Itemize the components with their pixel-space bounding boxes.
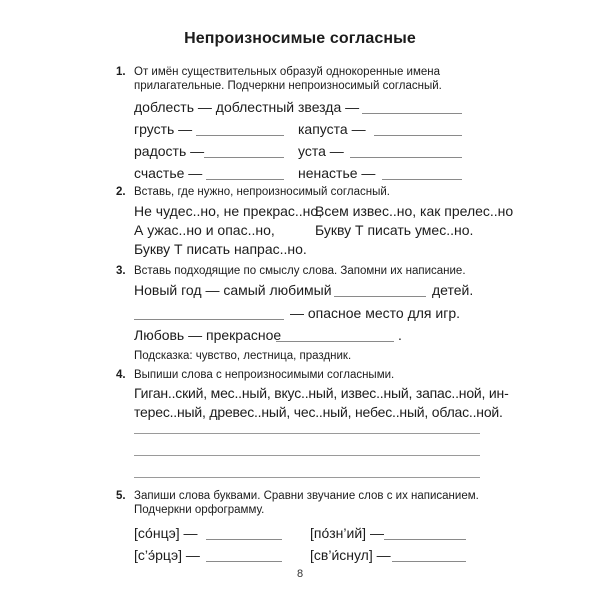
ex1-answer-line[interactable] xyxy=(350,157,462,158)
ex2-line3: Букву Т писать напрас..но. xyxy=(134,241,307,257)
ex2-line1-left: Не чудес..но, не прекрас..но, xyxy=(134,203,323,219)
ex3-line3-end: . xyxy=(398,327,402,343)
ex1-left-1: доблесть — доблестный xyxy=(134,99,295,115)
ex3-answer-line[interactable] xyxy=(134,319,284,320)
ex5-answer-line[interactable] xyxy=(206,561,282,562)
ex3-line1-start: Новый год — самый любимый xyxy=(134,282,332,298)
ex5-answer-line[interactable] xyxy=(384,539,466,540)
exercise-5-number: 5. xyxy=(116,490,126,502)
ex2-line1-right: Всем извес..но, как прелес..но xyxy=(315,203,514,219)
exercise-1-number: 1. xyxy=(116,66,126,78)
ex1-answer-line[interactable] xyxy=(374,135,462,136)
exercise-4-number: 4. xyxy=(116,369,126,381)
ex5-item-4: [св’и́снул] — xyxy=(310,547,391,563)
ex1-answer-line[interactable] xyxy=(204,157,284,158)
ex1-right-3: уста — xyxy=(298,143,344,159)
ex3-line2: — опасное место для игр. xyxy=(290,305,460,321)
ex3-hint: Подсказка: чувство, лестница, праздник. xyxy=(134,350,352,362)
ex1-left-2: грусть — xyxy=(134,121,193,137)
ex4-writing-line[interactable] xyxy=(134,477,480,478)
ex1-right-2: капуста — xyxy=(298,121,366,137)
ex5-item-3: [с’э́рцэ] — xyxy=(134,547,200,563)
ex5-item-1: [со́нцэ] — xyxy=(134,525,198,541)
exercise-4-instruction: Выпиши слова с непроизносимыми согласными. xyxy=(134,369,395,381)
ex4-line2: терес..ный, древес..ный, чес..ный, небес..ный, облас..ной. xyxy=(134,404,503,420)
ex1-right-4: ненастье — xyxy=(298,165,376,181)
ex3-answer-line[interactable] xyxy=(276,341,394,342)
ex4-writing-line[interactable] xyxy=(134,433,480,434)
ex3-line3-start: Любовь — прекрасное xyxy=(134,327,282,343)
exercise-3-instruction: Вставь подходящие по смыслу слова. Запомни их написание. xyxy=(134,265,466,277)
ex3-line1-end: детей. xyxy=(432,282,474,298)
ex1-answer-line[interactable] xyxy=(196,135,284,136)
ex5-answer-line[interactable] xyxy=(392,561,466,562)
exercise-2-instruction: Вставь, где нужно, непроизносимый согласный. xyxy=(134,186,390,198)
ex5-item-2: [по́зн’ий] — xyxy=(310,525,384,541)
ex3-answer-line[interactable] xyxy=(334,296,426,297)
exercise-1-instruction: От имён существительных образуй однокоренные имена прилагательные. Подчеркни непроизносимый согласный. xyxy=(134,66,442,92)
page-title: Непроизносимые согласные xyxy=(184,30,416,47)
ex4-writing-line[interactable] xyxy=(134,455,480,456)
ex1-left-3: радость — xyxy=(134,143,205,159)
ex4-line1: Гиган..ский, мес..ный, вкус..ный, извес..ный, запас..ной, ин- xyxy=(134,385,509,401)
ex1-answer-line[interactable] xyxy=(382,179,462,180)
ex1-right-1: звезда — xyxy=(298,99,360,115)
exercise-2-number: 2. xyxy=(116,186,126,198)
ex1-answer-line[interactable] xyxy=(206,179,284,180)
ex5-answer-line[interactable] xyxy=(206,539,282,540)
ex1-left-4: счастье — xyxy=(134,165,203,181)
ex2-line2-right: Букву Т писать умес..но. xyxy=(315,222,474,238)
exercise-5-instruction: Запиши слова буквами. Сравни звучание слов с их написанием. Подчеркни орфограмму. xyxy=(134,490,479,516)
exercise-3-number: 3. xyxy=(116,265,126,277)
ex1-answer-line[interactable] xyxy=(362,113,462,114)
page-number: 8 xyxy=(296,568,304,580)
ex2-line2-left: А ужас..но и опас..но, xyxy=(134,222,275,238)
